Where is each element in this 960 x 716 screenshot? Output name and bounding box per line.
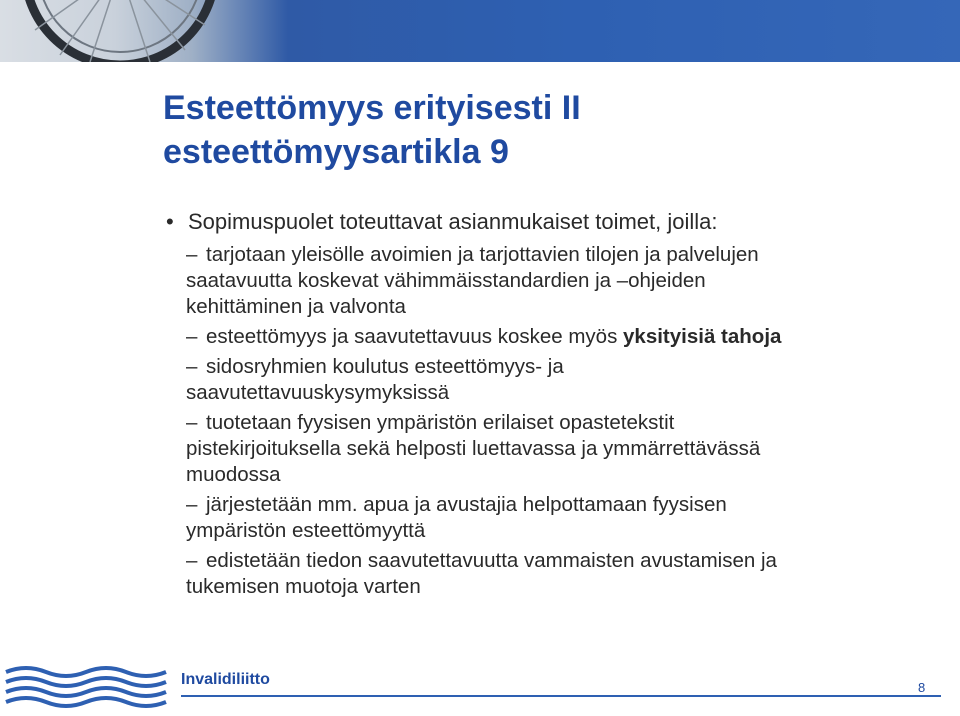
dash-icon: – bbox=[186, 325, 198, 348]
main-bullet-text: Sopimuspuolet toteuttavat asianmukaiset toimet, joilla: bbox=[188, 209, 718, 234]
list-item-line: tuotetaan fyysisen ympäristön erilaiset opastetekstit bbox=[206, 411, 675, 434]
dash-icon: – bbox=[186, 549, 198, 572]
list-item-bold-text: yksityisiä tahoja bbox=[623, 325, 782, 348]
list-item-line: edistetään tiedon saavutettavuutta vammaisten avustamisen ja bbox=[206, 549, 777, 572]
list-item-line: tukemisen muotoja varten bbox=[186, 575, 421, 598]
list-item-line bbox=[186, 324, 886, 350]
dash-icon: – bbox=[186, 243, 198, 266]
list-item bbox=[166, 324, 886, 350]
dash-icon: – bbox=[186, 355, 198, 378]
list-item bbox=[166, 242, 886, 320]
slide-title bbox=[163, 86, 903, 174]
list-item-line: ympäristön esteettömyyttä bbox=[186, 519, 426, 542]
list-item-line: saavutettavuuskysymyksissä bbox=[186, 381, 450, 404]
list-item-line: järjestetään mm. apua ja avustajia helpottamaan fyysisen bbox=[206, 493, 727, 516]
list-item-text: esteettömyys ja saavutettavuus koskee myös bbox=[206, 325, 624, 348]
invalidiliitto-logo-icon bbox=[4, 664, 174, 715]
list-item-line: saatavuutta koskevat vähimmäisstandardien ja –ohjeiden bbox=[186, 269, 706, 292]
footer-organization: Invalidiliitto bbox=[181, 671, 270, 688]
list-item-line: tarjotaan yleisölle avoimien ja tarjottavien tilojen ja palvelujen bbox=[206, 243, 759, 266]
header-banner bbox=[0, 0, 960, 62]
list-item-line: muodossa bbox=[186, 463, 281, 486]
wheelchair-wheel-image bbox=[0, 0, 960, 62]
title-line-1: Esteettömyys erityisesti II bbox=[163, 89, 581, 127]
footer-divider bbox=[181, 695, 941, 697]
main-bullet bbox=[166, 208, 886, 236]
list-item bbox=[166, 548, 886, 600]
slide-content bbox=[166, 208, 886, 604]
list-item bbox=[166, 354, 886, 406]
list-item-line: kehittäminen ja valvonta bbox=[186, 295, 406, 318]
list-item bbox=[166, 492, 886, 544]
page-number: 8 bbox=[918, 680, 926, 695]
list-item-line: pistekirjoituksella sekä helposti luettavassa ja ymmärrettävässä bbox=[186, 437, 761, 460]
list-item bbox=[166, 410, 886, 488]
dash-icon: – bbox=[186, 493, 198, 516]
title-line-2: esteettömyysartikla 9 bbox=[163, 133, 509, 171]
list-item-line: sidosryhmien koulutus esteettömyys- ja bbox=[206, 355, 564, 378]
bullet-icon: • bbox=[166, 209, 174, 234]
dash-icon: – bbox=[186, 411, 198, 434]
